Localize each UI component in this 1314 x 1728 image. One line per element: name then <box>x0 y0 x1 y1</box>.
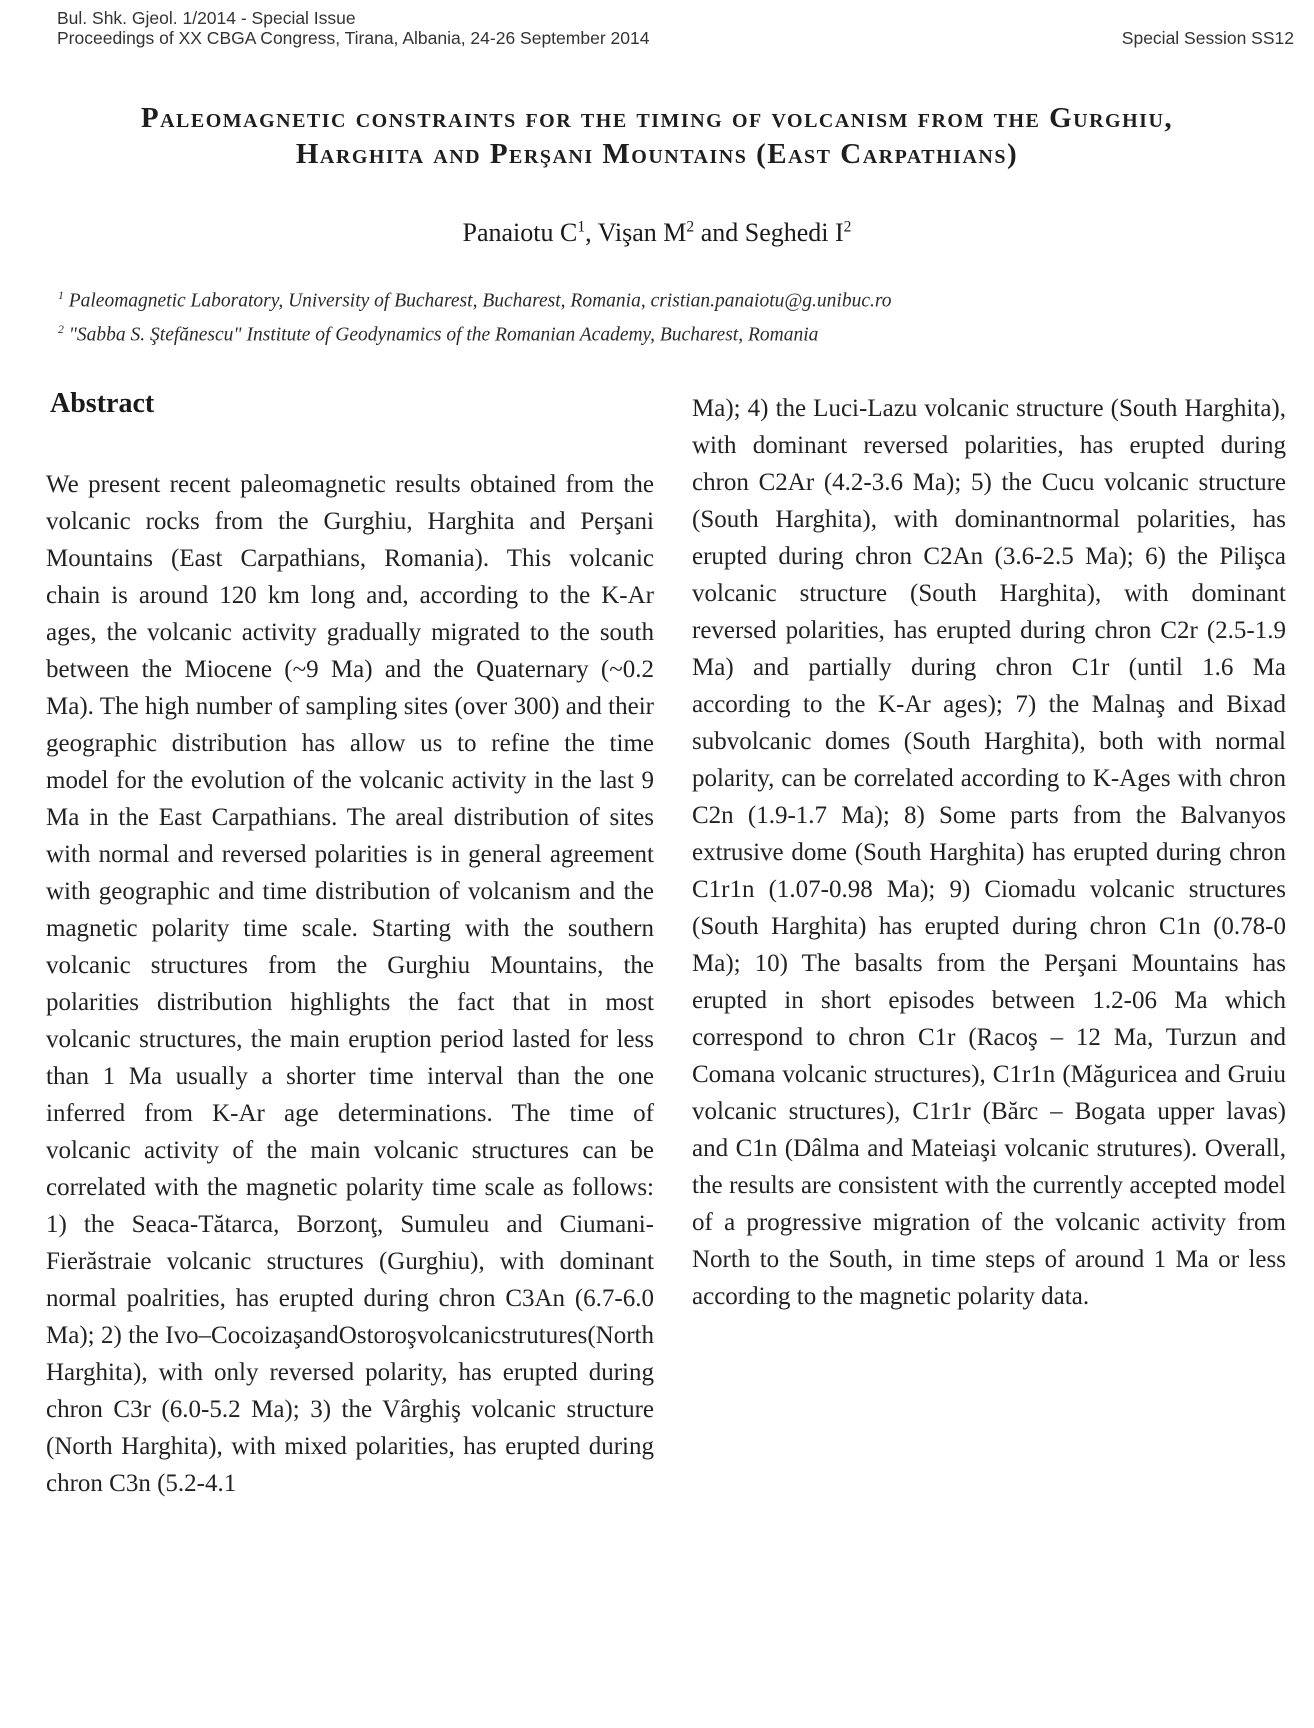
author-2-affil-mark: 2 <box>686 218 695 236</box>
affiliation-1-text: Paleomagnetic Laboratory, University of Bucharest, Bucharest, Romania, cristian.panaiotu@g.unibuc.ro <box>68 290 892 312</box>
affiliation-2-text: "Sabba S. Ştefănescu" Institute of Geodynamics of the Romanian Academy, Bucharest, Romania <box>68 324 819 345</box>
author-2: Vişan M <box>597 218 687 247</box>
authors-line <box>0 218 1314 248</box>
author-separator: , <box>585 218 598 247</box>
affiliation-1-mark: 1 <box>58 289 64 302</box>
author-separator: and <box>694 218 745 247</box>
journal-line: Bul. Shk. Gjeol. 1/2014 - Special Issue <box>57 8 356 28</box>
title-line-2: Harghita and Perşani Mountains (East Carpathians) <box>295 138 1019 170</box>
abstract-heading: Abstract <box>50 388 155 419</box>
session-label: Special Session SS12 <box>1121 28 1294 48</box>
author-3: Seghedi I <box>744 218 844 247</box>
abstract-column-1: We present recent paleomagnetic results obtained from the volcanic rocks from the Gurghiu, Harghita and Perşani Mountains (East Carpathians, Romania). This volcanic chain is around 120 km long and, according to the K-Ar ages, the volcanic activity gradually migrated to the south between the Miocene (~9 Ma) and the Quaternary (~0.2 Ma). The high number of sampling sites (over 300) and their geographic distribution has allow us to refine the time model for the evolution of the volcanic activity in the last 9 Ma in the East Carpathians. The areal distribution of sites with normal and reversed polarities is in general agreement with geographic and time distribution of volcanism and the magnetic polarity time scale. Starting with the southern volcanic structures from the Gurghiu Mountains, the polarities distribution highlights the fact that in most volcanic structures, the main eruption period lasted for less than 1 Ma usually a shorter time interval than the one inferred from K-Ar age determinations. The time of volcanic activity of the main volcanic structures can be correlated with the magnetic polarity time scale as follows: 1) the Seaca-Tătarca, Borzonţ, Sumuleu and Ciumani-Fierăstraie volcanic structures (Gurghiu), with dominant normal poalrities, has erupted during chron C3An (6.7-6.0 Ma); 2) the Ivo–CocoizaşandOstoroşvolcanicstrutures(North Harghita), with only reversed polarity, has erupted during chron C3r (6.0-5.2 Ma); 3) the Vârghiş volcanic structure (North Harghita), with mixed polarities, has erupted during chron C3n (5.2-4.1 <box>46 471 654 1497</box>
affiliation-1 <box>58 282 892 316</box>
proceedings-line: Proceedings of XX CBGA Congress, Tirana, Albania, 24-26 September 2014 <box>57 28 650 48</box>
affiliation-2-mark: 2 <box>58 322 64 336</box>
author-3-affil-mark: 2 <box>843 218 852 236</box>
author-1: Panaiotu C <box>462 218 578 247</box>
running-header-left <box>57 8 649 48</box>
abstract-column-2: Ma); 4) the Luci-Lazu volcanic structure (South Harghita), with dominant reversed polarities, has erupted during chron C2Ar (4.2-3.6 Ma); 5) the Cucu volcanic structure (South Harghita), with dominantnormal polarities, has erupted during chron C2An (3.6-2.5 Ma); 6) the Pilişca volcanic structure (South Harghita), with dominant reversed polarities, has erupted during chron C2r (2.5-1.9 Ma) and partially during chron C1r (until 1.6 Ma according to the K-Ar ages); 7) the Malnaş and Bixad subvolcanic domes (South Harghita), both with normal polarity, can be correlated according to K-Ages with chron C2n (1.9-1.7 Ma); 8) Some parts from the Balvanyos extrusive dome (South Harghita) has erupted during chron C1r1n (1.07-0.98 Ma); 9) Ciomadu volcanic structures (South Harghita) has erupted during chron C1n (0.78-0 Ma); 10) The basalts from the Perşani Mountains has erupted in short episodes between 1.2-06 Ma which correspond to chron C1r (Racoş – 12 Ma, Turzun and Comana volcanic structures), C1r1n (Măguricea and Gruiu volcanic structures), C1r1r (Bărc – Bogata upper lavas) and C1n (Dâlma and Mateiaşi volcanic strutures). Overall, the results are consistent with the currently accepted model of a progressive migration of the volcanic activity from North to the South, in time steps of around 1 Ma or less according to the magnetic polarity data. <box>692 395 1286 1310</box>
affiliations <box>58 282 892 349</box>
paper-title <box>30 100 1284 172</box>
title-line-1: Paleomagnetic constraints for the timing of volcanism from the Gurghiu, <box>140 102 1174 134</box>
author-1-affil-mark: 1 <box>577 218 586 236</box>
affiliation-2 <box>58 316 892 350</box>
